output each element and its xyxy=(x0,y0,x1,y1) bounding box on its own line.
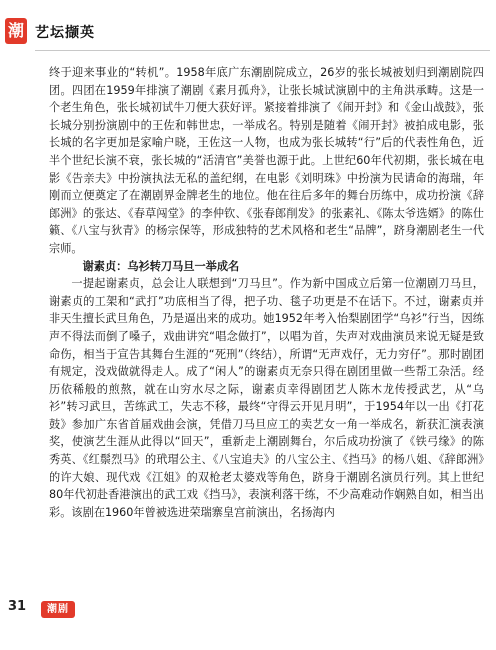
header-divider xyxy=(35,50,490,51)
page-number: 31 xyxy=(8,599,27,614)
article-body xyxy=(49,64,484,521)
article-paragraph-2: 一提起谢素贞，总会让人联想到“刀马旦”。作为新中国成立后第一位潮剧刀马旦，谢素贞的工架和“武打”功底相当了得，把子功、毯子功更是不在话下。不过，谢素贞并非天生擅长武旦角色，乃是逼出来的成功。她1952年考入怡梨剧团学“乌衫”行当，因练声不得法而倒了嗓子，戏曲讲究“唱念做打”，以唱为首，失声对戏曲演员来说无疑是致命伤，相当于宣告其舞台生涯的“死刑”（终结），所谓“无声戏仔，无力穷仔”。那时剧团有规定，没戏做就得走人。成了“闲人”的谢素贞无奈只得在剧团里做一些帮工杂活。经历依稀般的煎熬，就在山穷水尽之际，谢素贞幸得剧团艺人陈木龙传授武艺，从“乌衫”转习武旦，苦练武工，失志不移，最终“守得云开见月明”，于1954年以一出《打花鼓》参加广东省首届戏曲会演，凭借刀马旦应工的卖艺女一角一举成名，新获汇演表演奖，使演艺生涯从此得以“回天”，重新走上潮剧舞台，尔后成功扮演了《铁弓缘》的陈秀英、《红鬃烈马》的玳瑁公主、《八宝追夫》的八宝公主、《挡马》的杨八姐、《辞郎洲》的许大娘、现代戏《江姐》的双枪老太婆戏等角色，跻身于潮剧名演员行列。其上世纪80年代初赴香港演出的武工戏《挡马》，表演利落干练，不少高难动作娴熟自如，相当出彩。该剧在1960年曾被选进荣瑞寨皇宫前演出，名扬海内 xyxy=(49,277,484,519)
magazine-logo-seal: 潮 xyxy=(5,18,27,44)
article-paragraph-1: 终于迎来事业的“转机”。1958年底广东潮剧院成立，26岁的张长城被划归到潮剧院四团。四团在1959年排演了潮剧《素月孤舟》，让张长城试演剧中的主角洪承畴。这是一个老生角色，张长城初试牛刀便大获好评。紧接着排演了《闹开封》和《金山战鼓》，张长城分别扮演剧中的王佐和韩世忠，一举成名。特别是随着《闹开封》被拍成电影，张长城的名字更加是家喻户晓，王佐这一人物，也成为张长城转“行”后的代表性角色，近半个世纪长演不衰，张长城的“活清官”美誉也源于此。上世纪60年代初期，张长城在电影《告亲夫》中扮演执法无私的盖纪纲，在电影《刘明珠》中扮演为民请命的海瑞，年刚而立便奠定了在潮剧界金牌老生的地位。他在往后多年的舞台历练中，成功扮演《辞郎洲》的张达、《春草闯堂》的李仲钦、《张春郎削发》的张素礼、《陈太爷选婿》的陈仕籁、《八宝与狄青》的杨宗保等，形成独特的艺术风格和老生“品牌”，跻身潮剧老生一代宗师。 xyxy=(49,66,484,255)
footer-magazine-logo: 潮剧 xyxy=(41,601,75,618)
page-header xyxy=(0,0,496,58)
article-subheading: 谢素贞：乌衫转刀马旦一举成名 xyxy=(82,259,240,273)
section-title: 艺坛撷英 xyxy=(35,25,95,41)
